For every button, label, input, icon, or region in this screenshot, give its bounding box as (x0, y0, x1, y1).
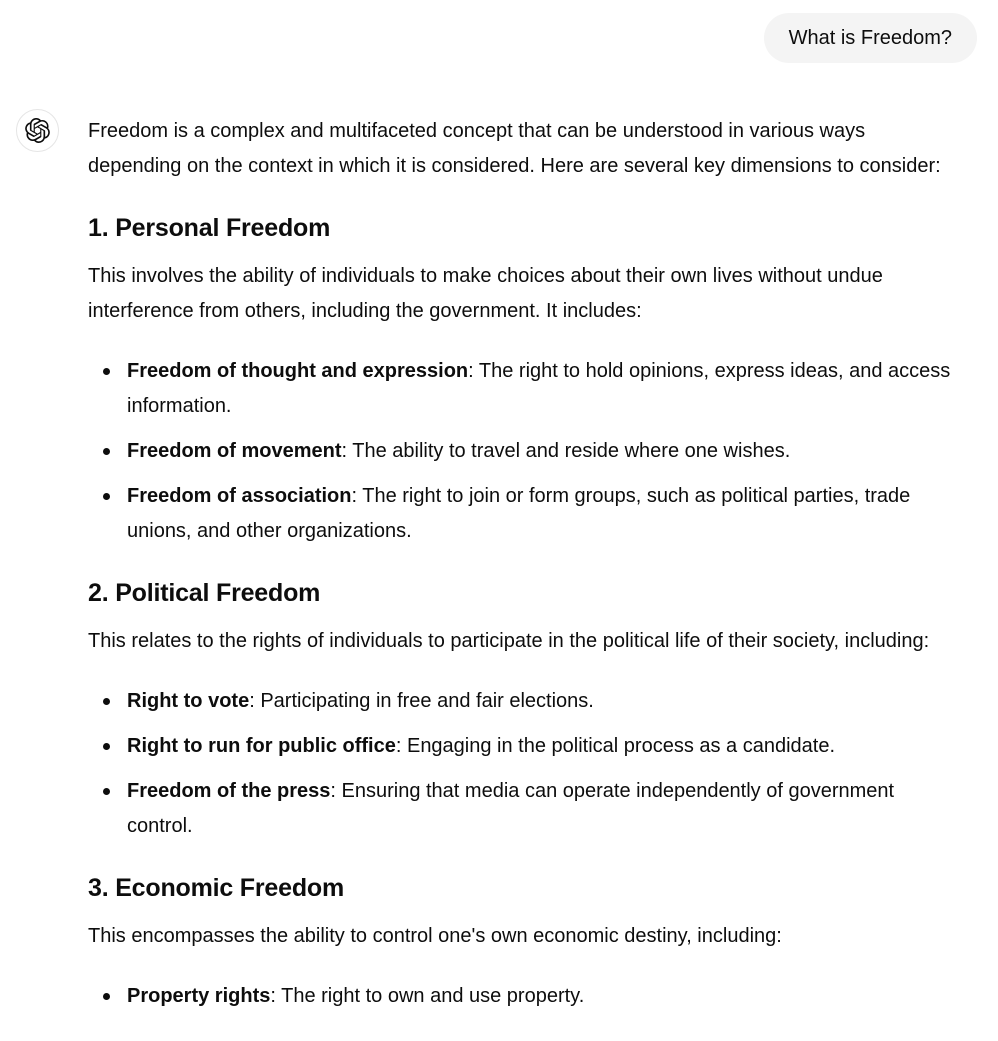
bullet-term: Freedom of thought and expression (127, 360, 469, 382)
bullet-desc: : The ability to travel and reside where one wishes. (341, 440, 791, 462)
intro-paragraph: Freedom is a complex and multifaceted concept that can be understood in various ways depending on the context in which it is considered. Here are several key dimensions to consider: (88, 120, 941, 177)
list-item (127, 434, 958, 469)
bullet-desc: : The right to hold opinions, express ideas, and access information. (127, 360, 951, 417)
user-message-bubble: What is Freedom? (764, 13, 977, 63)
assistant-message (88, 114, 958, 1041)
section-heading-personal-freedom: 1. Personal Freedom (88, 214, 331, 242)
assistant-avatar (16, 109, 59, 152)
openai-logo-icon (25, 118, 50, 143)
bullet-term: Freedom of the press (127, 780, 331, 802)
list-item (127, 774, 958, 844)
bullet-desc: : The right to own and use property. (270, 985, 585, 1007)
bullet-list (88, 979, 958, 1014)
list-item (127, 684, 958, 719)
bullet-desc: : The right to join or form groups, such as political parties, trade unions, and other organizations. (127, 485, 911, 542)
list-item (127, 729, 958, 764)
bullet-term: Freedom of movement (127, 440, 342, 462)
section-description: This involves the ability of individuals to make choices about their own lives without undue interference from others, including the government. It includes: (88, 265, 883, 322)
bullet-term: Freedom of association (127, 485, 352, 507)
section-description: This encompasses the ability to control one's own economic destiny, including: (88, 925, 782, 947)
list-item (127, 354, 958, 424)
bullet-term: Right to run for public office (127, 735, 396, 757)
section-description: This relates to the rights of individuals to participate in the political life of their society, including: (88, 630, 930, 652)
list-item (127, 479, 958, 549)
bullet-list (88, 354, 958, 549)
bullet-term: Property rights (127, 985, 271, 1007)
list-item (127, 979, 958, 1014)
bullet-desc: : Engaging in the political process as a candidate. (395, 735, 836, 757)
bullet-desc: : Ensuring that media can operate independently of government control. (127, 780, 895, 837)
section-heading-political-freedom: 2. Political Freedom (88, 579, 321, 607)
bullet-list (88, 684, 958, 844)
section-heading-economic-freedom: 3. Economic Freedom (88, 874, 344, 902)
bullet-term: Right to vote (127, 690, 250, 712)
bullet-desc: : Participating in free and fair elections. (249, 690, 594, 712)
